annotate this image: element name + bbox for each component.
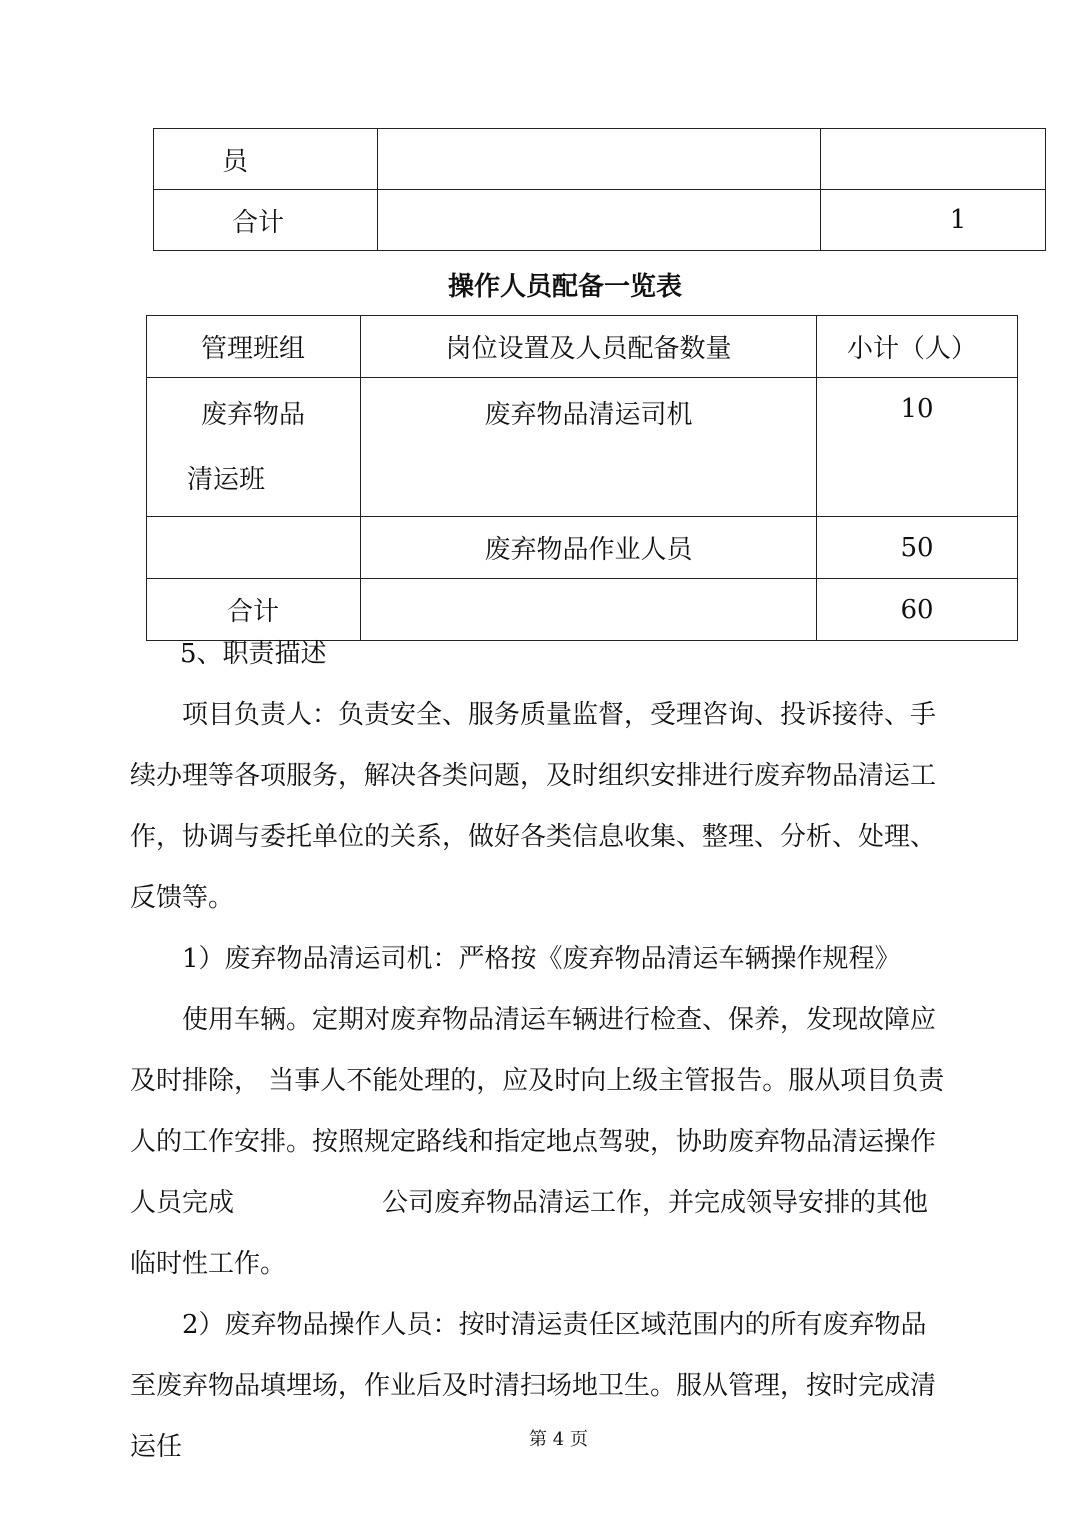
paragraph: 2）废弃物品操作人员：按时清运责任区域范围内的所有废弃物品至废弃物品填埋场，作业后及时清扫场地卫生。服从管理，按时完成清运任: [130, 1310, 937, 1462]
table-cell: 1: [821, 190, 1046, 251]
staffing-table: [146, 315, 1018, 641]
section-heading: 5、职责描述: [180, 639, 327, 669]
table-row: [147, 378, 1018, 517]
table-cell: 废弃物品作业人员: [361, 517, 817, 579]
table-title: 操作人员配备一览表: [447, 272, 682, 302]
table-header-row: [147, 316, 1018, 378]
table-cell: 废弃物品清运司机: [361, 378, 817, 517]
table-cell: [378, 129, 821, 190]
header-cell: 小计（人）: [817, 316, 1018, 378]
page-number: 第 4 页: [529, 1429, 588, 1450]
header-cell: 管理班组: [147, 316, 361, 378]
top-table: [153, 128, 1046, 251]
paragraph-text: 使用车辆。定期对废弃物品清运车辆进行检查、保养，发现故障应及时排除， 当事人不能处理的，应及时向上级主管报告。服从项目负责人的工作安排。按照规定路线和指定地点驾驶，协助废弃物品清运操作人员完成: [130, 1005, 945, 1218]
table-row: [154, 129, 1046, 190]
paragraph: [130, 990, 952, 1295]
paragraph: 项目负责人：负责安全、服务质量监督，受理咨询、投诉接待、手续办理等各项服务，解决各类问题，及时组织安排进行废弃物品清运工作，协调与委托单位的关系，做好各类信息收集、整理、分析、处理、反馈等。: [130, 700, 937, 913]
table-cell: [147, 517, 361, 579]
body-text: [130, 624, 952, 1478]
paragraph: 1）废弃物品清运司机：严格按《废弃物品清运车辆操作规程》: [182, 944, 901, 974]
table-cell: 10: [817, 378, 1018, 517]
group-name-line2: 清运班: [187, 465, 266, 495]
table-cell: [147, 378, 361, 517]
table-cell: 50: [817, 517, 1018, 579]
table-row: [147, 517, 1018, 579]
table-cell: 员: [154, 129, 378, 190]
table-cell: 合计: [147, 579, 361, 641]
table-cell: [378, 190, 821, 251]
paragraph-text: 公司废弃物品清运工作，并完成领导安排的其他临时性工作。: [130, 1188, 929, 1279]
group-name-line1: 废弃物品: [201, 400, 306, 430]
table-row: [154, 190, 1046, 251]
header-cell: 岗位设置及人员配备数量: [361, 316, 817, 378]
table-cell: [821, 129, 1046, 190]
table-cell: 合计: [154, 190, 378, 251]
table-cell: 60: [817, 579, 1018, 641]
